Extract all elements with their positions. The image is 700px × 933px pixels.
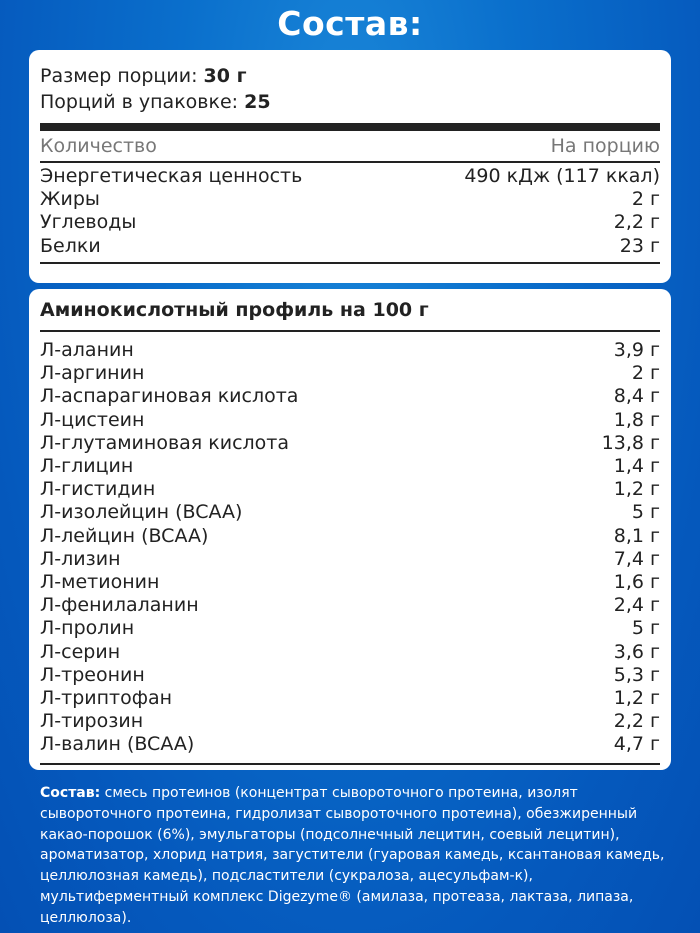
amino-acid-card [29,289,671,770]
servings-per-container [40,89,660,115]
table-row [40,432,660,455]
row-value: 1,4 г [613,455,660,478]
table-row [40,455,660,478]
table-row [40,385,660,408]
nutrition-facts-card [29,50,671,283]
row-value: 5,3 г [613,663,660,686]
row-value: 2 г [631,362,660,385]
row-name: Л-фенилаланин [40,594,199,617]
table-row [40,687,660,710]
row-value: 1,2 г [613,478,660,501]
row-value: 1,8 г [613,408,660,431]
row-value: 5 г [631,617,660,640]
amino-rows [40,339,660,757]
table-row [40,235,660,258]
servings-count-value: 25 [244,91,271,113]
row-name: Л-глутаминовая кислота [40,431,290,454]
composition-text [40,783,670,929]
row-value: 3,6 г [613,640,660,663]
composition-label: Состав: [40,785,101,801]
table-row [40,617,660,640]
serving-size [40,63,660,89]
row-value: 5 г [631,501,660,524]
table-row [40,362,660,385]
row-value: 4,7 г [613,733,660,756]
row-name: Л-триптофан [40,687,173,710]
row-name: Л-лизин [40,547,121,570]
row-name: Л-пролин [40,617,135,640]
table-row [40,525,660,548]
table-row [40,409,660,432]
row-value: 1,2 г [613,687,660,710]
table-row [40,594,660,617]
table-row [40,188,660,211]
row-name: Л-лейцин (BCAA) [40,524,209,547]
table-row [40,733,660,756]
table-row [40,548,660,571]
row-name: Жиры [40,188,100,211]
divider [40,763,660,765]
divider [40,262,660,264]
table-row [40,501,660,524]
servings-count-label: Порций в упаковке: [40,91,239,113]
header-per-serving: На порцию [550,135,660,157]
row-name: Л-треонин [40,663,145,686]
row-name: Белки [40,234,101,257]
row-value: 2,2 г [613,211,660,234]
row-value: 23 г [619,234,660,257]
table-row [40,641,660,664]
row-name: Л-валин (BCAA) [40,733,195,756]
serving-size-label: Размер порции: [40,65,198,87]
table-row [40,478,660,501]
row-name: Л-тирозин [40,710,144,733]
row-name: Л-цистеин [40,408,145,431]
table-row [40,571,660,594]
serving-size-value: 30 г [203,65,247,87]
table-row [40,664,660,687]
row-value: 2 г [631,188,660,211]
amino-section-title: Аминокислотный профиль на 100 г [40,299,429,321]
page-title: Состав: [277,4,423,43]
header-amount: Количество [40,135,157,157]
row-value: 2,4 г [613,594,660,617]
row-value: 3,9 г [613,339,660,361]
row-value: 490 кДж (117 ккал) [464,165,660,187]
row-name: Л-аргинин [40,362,145,385]
thick-divider [40,123,660,131]
table-row [40,211,660,234]
row-value: 13,8 г [601,431,660,454]
row-value: 2,2 г [613,710,660,733]
row-value: 1,6 г [613,571,660,594]
row-name: Л-гистидин [40,478,156,501]
row-name: Л-аланин [40,339,134,361]
row-name: Л-аспарагиновая кислота [40,385,299,408]
row-name: Энергетическая ценность [40,165,303,187]
row-value: 7,4 г [613,547,660,570]
row-name: Л-метионин [40,571,160,594]
divider [40,161,660,163]
row-name: Л-серин [40,640,121,663]
row-value: 8,1 г [613,524,660,547]
table-row [40,165,660,188]
row-name: Л-изолейцин (BCAA) [40,501,243,524]
row-value: 8,4 г [613,385,660,408]
row-name: Углеводы [40,211,137,234]
nutrition-rows [40,165,660,258]
table-row [40,710,660,733]
divider [40,330,660,332]
nutrition-header [40,131,660,161]
composition-body: смесь протеинов (концентрат сывороточного протеина, изолят сывороточного протеина, гидролизат сывороточного протеина), обезжиренный какао-порошок (6%), эмульгаторы (подсолнечный лецитин, соевый лецитин), ароматизатор, хлорид натрия, загустители (гуаровая камедь, ксантановая камедь, целлюлозная камедь), подсластители (сукралоза, ацесульфам-к), мультиферментный комплекс Digezyme® (амилаза, протеаза, лактаза, липаза, целлюлоза). [40,785,665,926]
row-name: Л-глицин [40,455,134,478]
table-row [40,339,660,362]
